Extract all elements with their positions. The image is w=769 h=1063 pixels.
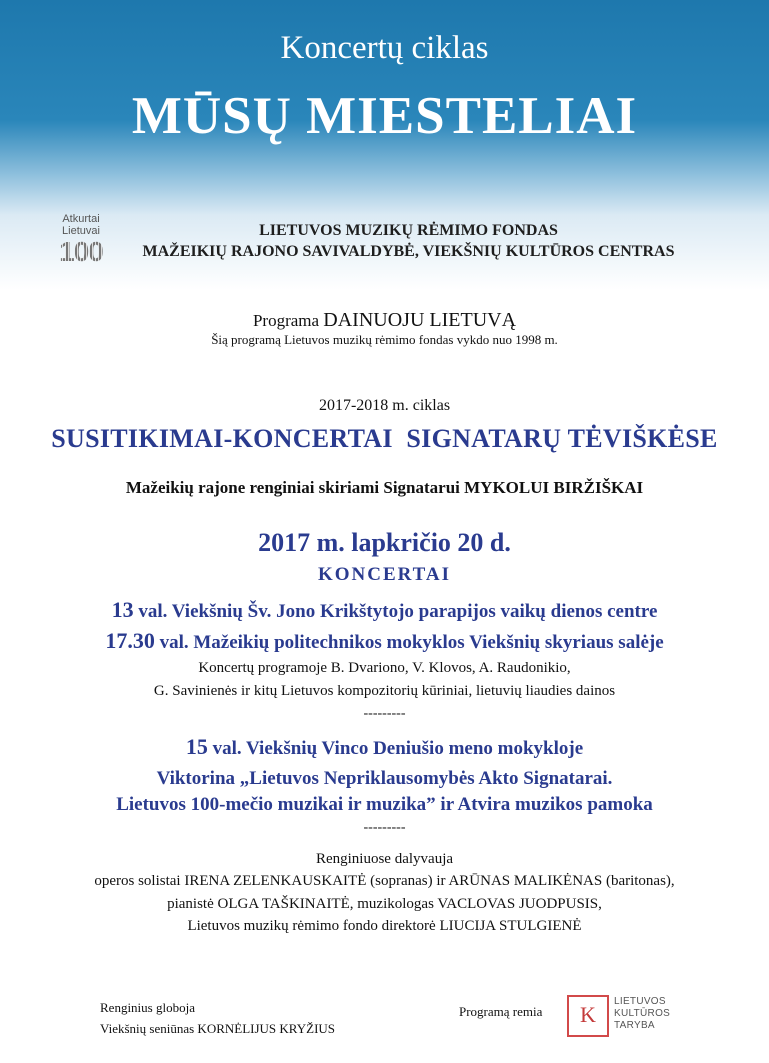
- concert-1: [0, 597, 769, 623]
- culture-council-logo-icon: K: [567, 995, 609, 1037]
- support-label: Programą remia: [459, 1004, 543, 1019]
- logo-line1: Atkurtai: [62, 213, 100, 225]
- cycle-series-title: SUSITIKIMAI-KONCERTAI SIGNATARŲ TĖVIŠKĖSE: [51, 424, 718, 453]
- logo-line2: Lietuvai: [62, 225, 100, 237]
- session-line: [0, 734, 769, 760]
- concert-2: [0, 628, 769, 654]
- cycle-title: MŪSŲ MIESTELIAI: [131, 87, 638, 145]
- council-line2: KULTŪROS: [614, 1008, 671, 1019]
- culture-council-name: [614, 996, 670, 1032]
- program-description-line1: Koncertų programoje B. Dvariono, V. Klovos, A. Raudonikio,: [198, 660, 571, 676]
- participants-title: Renginiuose dalyvauja: [315, 851, 454, 867]
- separator-1: ---------: [363, 706, 406, 721]
- organizer-line1: LIETUVOS MUZIKŲ RĖMIMO FONDAS: [259, 222, 558, 239]
- cycle-subtitle: Koncertų ciklas: [280, 30, 489, 66]
- patron-block: [100, 997, 335, 1039]
- concerts-heading: KONCERTAI: [317, 564, 452, 585]
- program-line: [0, 309, 769, 332]
- program-prefix: Programa: [252, 311, 320, 330]
- council-line1: LIETUVOS: [614, 996, 666, 1007]
- concert-2-time: 17.30: [105, 628, 155, 653]
- participants-line1: operos solistai IRENA ZELENKAUSKAITĖ (sopranas) ir ARŪNAS MALIKĖNAS (baritonas),: [94, 873, 675, 889]
- quiz-line2: Lietuvos 100-mečio muzikai ir muzika” ir Atvira muzikos pamoka: [116, 794, 653, 815]
- concert-2-place: val. Mažeikių politechnikos mokyklos Viekšnių skyriaus salėje: [154, 632, 664, 653]
- separator-2: ---------: [363, 820, 406, 835]
- patron-label: Renginius globoja: [100, 1000, 195, 1015]
- session-place: val. Viekšnių Vinco Deniušio meno mokykloje: [207, 738, 584, 759]
- participants-line3: Lietuvos muzikų rėmimo fondo direktorė LIUCIJA STULGIENĖ: [187, 918, 582, 934]
- council-line3: TARYBA: [614, 1020, 655, 1031]
- concert-1-place: val. Viekšnių Šv. Jono Krikštytojo parapijos vaikų dienos centre: [133, 601, 658, 622]
- program-name: DAINUOJU LIETUVĄ: [323, 309, 517, 331]
- program-note: Šią programą Lietuvos muzikų rėmimo fondas vykdo nuo 1998 m.: [211, 332, 558, 347]
- session-time: 15: [185, 734, 208, 759]
- organizer-line2: MAŽEIKIŲ RAJONO SAVIVALDYBĖ, VIEKŠNIŲ KULTŪROS CENTRAS: [142, 243, 675, 260]
- cycle-label: 2017-2018 m. ciklas: [318, 397, 451, 414]
- patron-name: Viekšnių seniūnas KORNĖLIJUS KRYŽIUS: [100, 1021, 336, 1036]
- event-date: 2017 m. lapkričio 20 d.: [258, 528, 511, 557]
- dedication: Mažeikių rajone renginiai skiriami Signatarui MYKOLUI BIRŽIŠKAI: [125, 478, 644, 497]
- logo-number: 100: [57, 237, 105, 267]
- header-banner: [0, 0, 769, 300]
- participants-line2: pianistė OLGA TAŠKINAITĖ, muzikologas VACLOVAS JUODPUSIS,: [167, 896, 602, 912]
- program-description-line2: G. Savinienės ir kitų Lietuvos kompozitorių kūriniai, lietuvių liaudies dainos: [153, 683, 616, 699]
- quiz-line1: Viktorina „Lietuvos Nepriklausomybės Akto Signatarai.: [156, 768, 613, 789]
- concert-1-time: 13: [111, 597, 134, 622]
